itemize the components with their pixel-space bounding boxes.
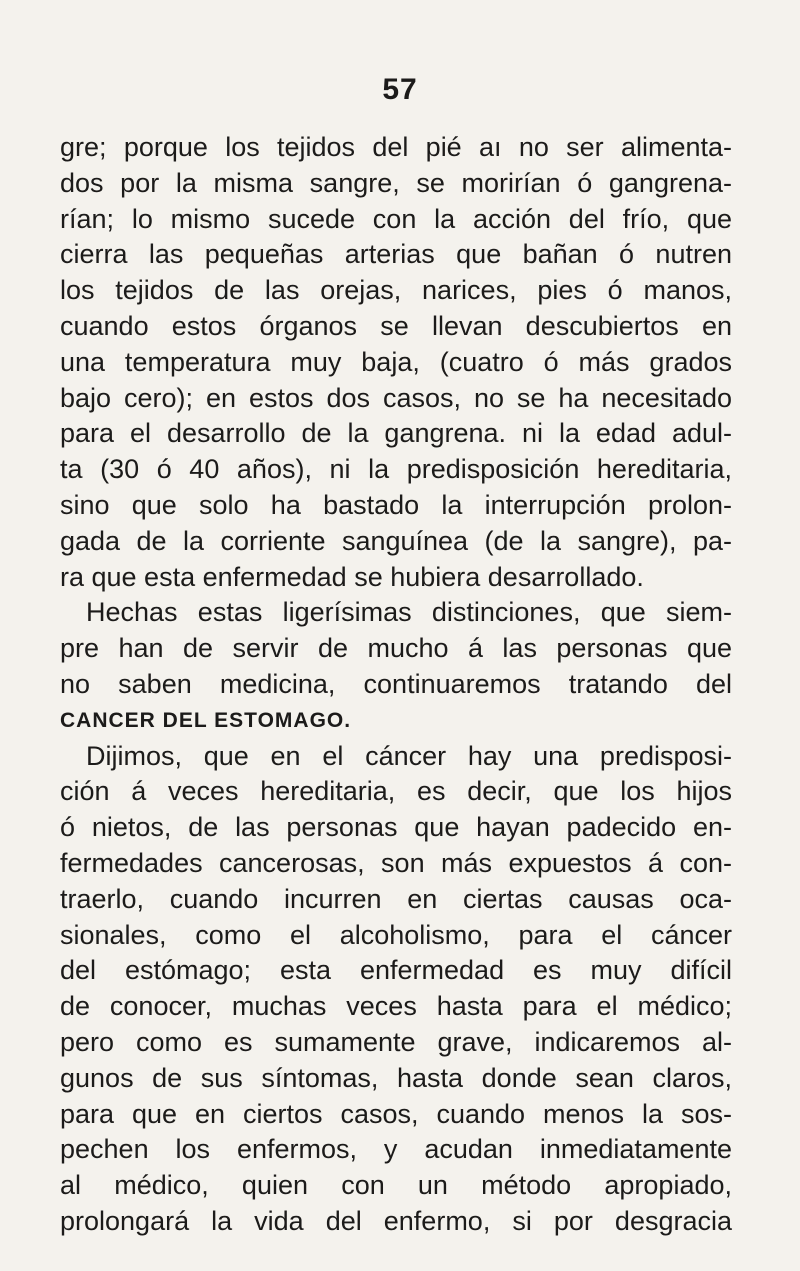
paragraph-start-line: Hechas estas ligerísimas distinciones, que siem- [86, 597, 732, 628]
text-line: pero como es sumamente grave, indicaremos al- [60, 1026, 732, 1057]
text-line: de conocer, muchas veces hasta para el médico; [60, 991, 732, 1022]
text-line: gre; porque los tejidos del pié aı no ser alimenta- [60, 132, 732, 162]
page-number: 57 [382, 73, 418, 106]
text-line: del estómago; esta enfermedad es muy difícil [60, 955, 732, 986]
text-line: una temperatura muy baja, (cuatro ó más grados [60, 346, 732, 377]
text-line: bajo cero); en estos dos casos, no se ha necesitado [60, 382, 732, 413]
text-line: ción á veces hereditaria, es decir, que los hijos [60, 776, 732, 807]
text-line: sionales, como el alcoholismo, para el cáncer [60, 919, 732, 950]
text-line: dos por la misma sangre, se morirían ó gangrena- [60, 167, 732, 198]
text-line: prolongará la vida del enfermo, si por desgracia [60, 1205, 732, 1236]
body-text [60, 130, 732, 1240]
text-line: gada de la corriente sanguínea (de la sangre), pa- [60, 525, 732, 556]
text-line: pechen los enfermos, y acudan inmediatamente [60, 1134, 732, 1165]
text-line: sino que solo ha bastado la interrupción prolon- [60, 489, 732, 520]
text-line: traerlo, cuando incurren en ciertas causas oca- [60, 883, 732, 914]
section-heading: CANCER DEL ESTOMAGO. [60, 708, 352, 732]
text-line: fermedades cancerosas, son más expuestos á con- [60, 847, 732, 878]
text-line: cuando estos órganos se llevan descubiertos en [60, 310, 732, 341]
text-line: para el desarrollo de la gangrena. ni la edad adul- [60, 418, 732, 449]
text-line: para que en ciertos casos, cuando menos la sos- [60, 1098, 732, 1129]
text-line: rían; lo mismo sucede con la acción del frío, que [60, 203, 732, 234]
text-line: los tejidos de las orejas, narices, pies ó manos, [60, 275, 732, 306]
text-line: no saben medicina, continuaremos tratando del [60, 668, 732, 699]
paragraph-start-line: Dijimos, que en el cáncer hay una predisposi- [86, 740, 732, 771]
text-line: ra que esta enfermedad se hubiera desarrollado. [60, 561, 644, 592]
text-line: ó nietos, de las personas que hayan padecido en- [60, 812, 732, 843]
text-line: cierra las pequeñas arterias que bañan ó nutren [60, 239, 732, 270]
text-line: ta (30 ó 40 años), ni la predisposición hereditaria, [60, 454, 732, 485]
text-line: al médico, quien con un método apropiado, [60, 1170, 732, 1201]
text-line: pre han de servir de mucho á las personas que [60, 633, 732, 664]
text-line: gunos de sus síntomas, hasta donde sean claros, [60, 1062, 732, 1093]
